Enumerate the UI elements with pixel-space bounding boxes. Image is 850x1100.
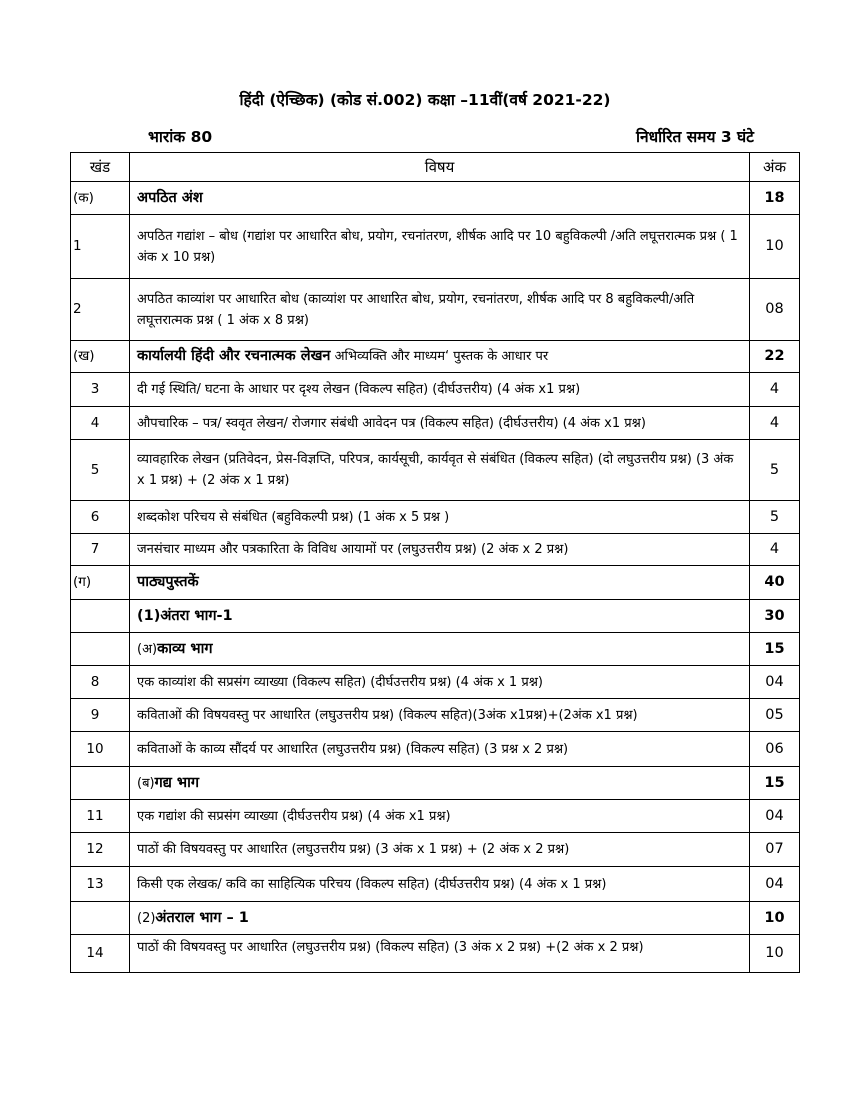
subject-cell: जनसंचार माध्यम और पत्रकारिता के विविध आयामों पर (लघुउत्तरीय प्रश्न) (2 अंक x 2 प्रश्न) (130, 534, 750, 566)
header-subject: विषय (130, 153, 750, 182)
subject-cell: (1)अंतरा भाग-1 (130, 600, 750, 633)
subject-heading: काव्य भाग (157, 640, 213, 657)
marks-cell: 10 (750, 902, 800, 935)
subject-cell: अपठित काव्यांश पर आधारित बोध (काव्यांश पर आधारित बोध, प्रयोग, रचनांतरण, शीर्षक आदि पर 8 बहुविकल्पी/अति लघूत्तरात्मक प्रश्न ( 1 अंक x 8 प्रश्न) (130, 279, 750, 341)
subject-cell: कविताओं की विषयवस्तु पर आधारित (लघुउत्तरीय प्रश्न) (विकल्प सहित)(3अंक x1प्रश्न)+(2अंक x1 प्रश्न) (130, 699, 750, 732)
table-row (71, 341, 800, 373)
subject-cell: कविताओं के काव्य सौंदर्य पर आधारित (लघुउत्तरीय प्रश्न) (विकल्प सहित) (3 प्रश्न x 2 प्रश्न) (130, 732, 750, 767)
marks-cell: 06 (750, 732, 800, 767)
marks-cell: 22 (750, 341, 800, 373)
marks-cell: 05 (750, 699, 800, 732)
subject-cell: पाठ्यपुस्तकें (130, 566, 750, 600)
time-allowed: निर्धारित समय 3 घंटे (635, 128, 754, 146)
subject-cell: अपठित गद्यांश – बोध (गद्यांश पर आधारित बोध, प्रयोग, रचनांतरण, शीर्षक आदि पर 10 बहुविकल्पी /अति लघूत्तरात्मक प्रश्न ( 1 अंक x 10 प्रश्न) (130, 215, 750, 279)
section-number: 2 (71, 279, 130, 341)
marks-cell: 4 (750, 373, 800, 407)
subject-cell: अपठित अंश (130, 182, 750, 215)
section-number (71, 767, 130, 800)
table-row (71, 902, 800, 935)
subject-cell: पाठों की विषयवस्तु पर आधारित (लघुउत्तरीय प्रश्न) (3 अंक x 1 प्रश्न) + (2 अंक x 2 प्रश्न) (130, 833, 750, 867)
section-number (71, 633, 130, 666)
marks-cell: 04 (750, 666, 800, 699)
table-row (71, 373, 800, 407)
section-number (71, 600, 130, 633)
table-row (71, 767, 800, 800)
section-number: 9 (71, 699, 130, 732)
subject-cell: व्यावहारिक लेखन (प्रतिवेदन, प्रेस-विज्ञप्ति, परिपत्र, कार्यसूची, कार्यवृत से संबंधित (विकल्प सहित) (दो लघुउत्तरीय प्रश्न) (3 अंक x 1 प्रश्न) + (2 अंक x 1 प्रश्न) (130, 440, 750, 501)
marks-cell: 07 (750, 833, 800, 867)
subject-cell (130, 341, 750, 373)
header-section: खंड (71, 153, 130, 182)
section-number: (क) (71, 182, 130, 215)
syllabus-table (70, 152, 800, 973)
section-number: 5 (71, 440, 130, 501)
subject-cell: दी गई स्थिति/ घटना के आधार पर दृश्य लेखन (विकल्प सहित) (दीर्घउत्तरीय) (4 अंक x1 प्रश्न) (130, 373, 750, 407)
subject-cell: पाठों की विषयवस्तु पर आधारित (लघुउत्तरीय प्रश्न) (विकल्प सहित) (3 अंक x 2 प्रश्न) +(2 अंक x 2 प्रश्न) (130, 935, 750, 973)
section-number: 3 (71, 373, 130, 407)
table-row (71, 215, 800, 279)
table-row (71, 732, 800, 767)
table-row (71, 833, 800, 867)
marks-cell: 04 (750, 867, 800, 902)
header-marks: अंक (750, 153, 800, 182)
table-row (71, 407, 800, 440)
marks-cell: 18 (750, 182, 800, 215)
marks-cell: 10 (750, 215, 800, 279)
table-row (71, 633, 800, 666)
section-number: 8 (71, 666, 130, 699)
marks-cell: 40 (750, 566, 800, 600)
table-row (71, 279, 800, 341)
table-row (71, 867, 800, 902)
subject-prefix: (अ) (137, 641, 158, 657)
subject-cell: औपचारिक – पत्र/ स्ववृत लेखन/ रोजगार संबंधी आवेदन पत्र (विकल्प सहित) (दीर्घउत्तरीय) (4 अंक x1 प्रश्न) (130, 407, 750, 440)
section-number (71, 902, 130, 935)
table-row (71, 935, 800, 973)
marks-cell: 4 (750, 407, 800, 440)
table-row (71, 699, 800, 732)
document-title: हिंदी (ऐच्छिक) (कोड सं.002) कक्षा –11वीं(वर्ष 2021-22) (239, 91, 611, 109)
subject-cell (130, 767, 750, 800)
section-number: 1 (71, 215, 130, 279)
marks-cell: 15 (750, 767, 800, 800)
section-number: (ग) (71, 566, 130, 600)
subject-cell: शब्दकोश परिचय से संबंधित (बहुविकल्पी प्रश्न) (1 अंक x 5 प्रश्न ) (130, 501, 750, 534)
section-number: 11 (71, 800, 130, 833)
subject-cell (130, 902, 750, 935)
table-header-row (71, 153, 800, 182)
table-row (71, 666, 800, 699)
table-row (71, 182, 800, 215)
marks-cell: 04 (750, 800, 800, 833)
table-row (71, 534, 800, 566)
subject-cell (130, 633, 750, 666)
subject-cell: एक गद्यांश की सप्रसंग व्याख्या (दीर्घउत्तरीय प्रश्न) (4 अंक x1 प्रश्न) (130, 800, 750, 833)
subject-cell: एक काव्यांश की सप्रसंग व्याख्या (विकल्प सहित) (दीर्घउत्तरीय प्रश्न) (4 अंक x 1 प्रश्न) (130, 666, 750, 699)
section-number: 13 (71, 867, 130, 902)
section-number: 12 (71, 833, 130, 867)
subject-text: अभिव्यक्ति और माध्यम‘ पुस्तक के आधार पर (330, 349, 549, 364)
table-row (71, 440, 800, 501)
section-number: 10 (71, 732, 130, 767)
subject-prefix: (2) (137, 910, 156, 926)
marks-cell: 15 (750, 633, 800, 666)
section-number: 4 (71, 407, 130, 440)
marks-cell: 08 (750, 279, 800, 341)
marks-cell: 5 (750, 440, 800, 501)
subject-heading: अंतराल भाग – 1 (155, 909, 249, 926)
table-row (71, 501, 800, 534)
subject-cell: किसी एक लेखक/ कवि का साहित्यिक परिचय (विकल्प सहित) (दीर्घउत्तरीय प्रश्न) (4 अंक x 1 प्रश्न) (130, 867, 750, 902)
marks-cell: 30 (750, 600, 800, 633)
section-number: (ख) (71, 341, 130, 373)
table-row (71, 600, 800, 633)
marks-cell: 4 (750, 534, 800, 566)
section-number: 6 (71, 501, 130, 534)
section-number: 7 (71, 534, 130, 566)
subject-heading: कार्यालयी हिंदी और रचनात्मक लेखन (137, 348, 331, 364)
table-row (71, 800, 800, 833)
max-marks: भारांक 80 (148, 128, 213, 146)
marks-cell: 10 (750, 935, 800, 973)
table-row (71, 566, 800, 600)
subject-prefix: (ब) (137, 775, 155, 791)
subject-heading: गद्य भाग (154, 774, 200, 791)
section-number: 14 (71, 935, 130, 973)
marks-cell: 5 (750, 501, 800, 534)
